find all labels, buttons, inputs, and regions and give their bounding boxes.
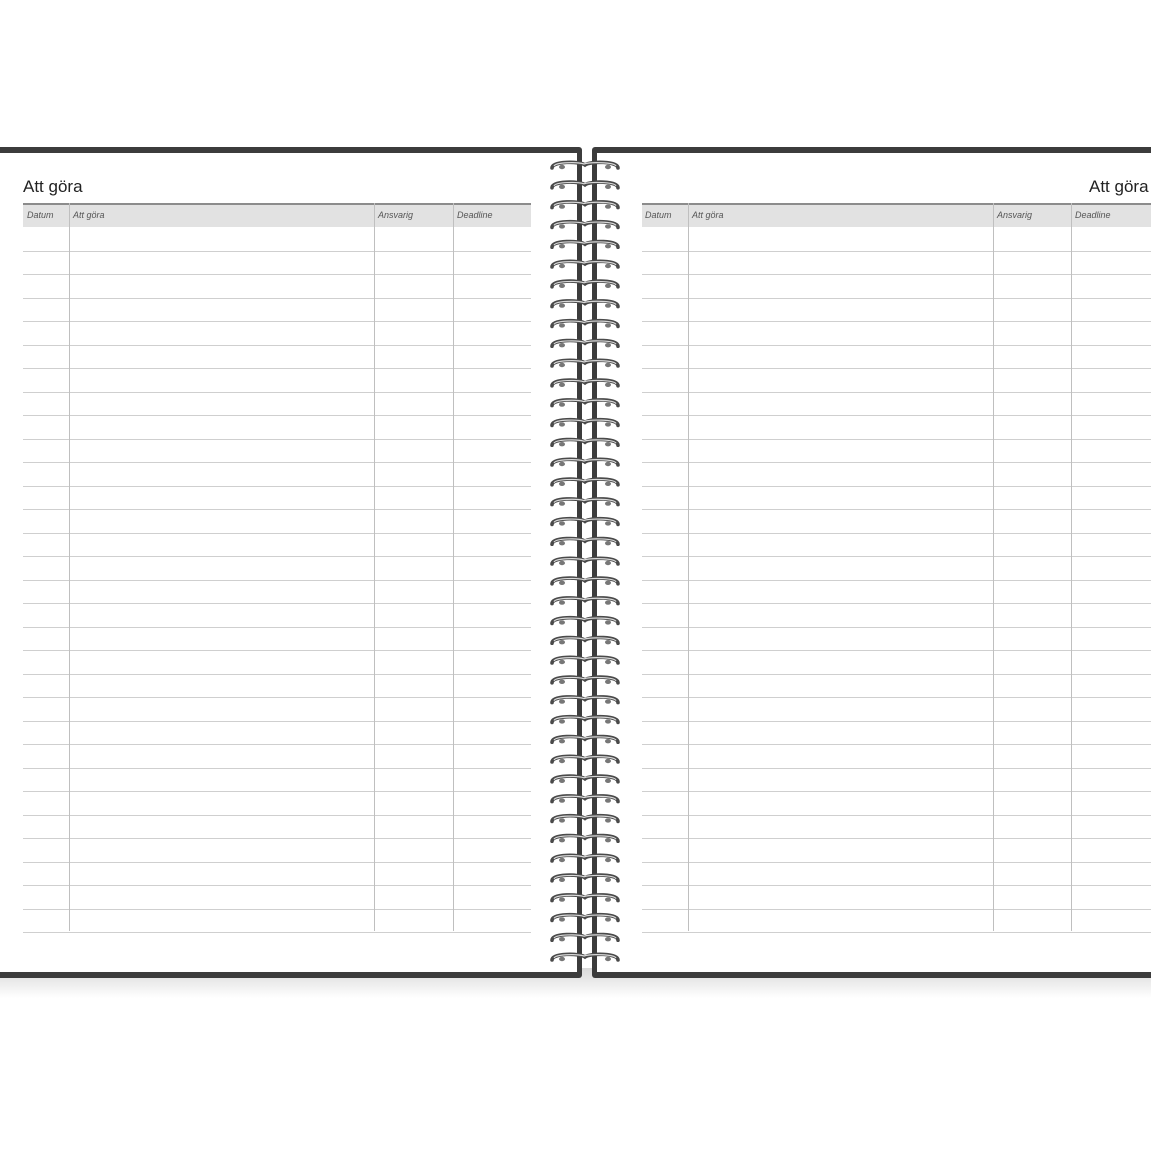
binding-ring <box>552 439 618 446</box>
column-header-datum: Datum <box>645 210 672 220</box>
binding-ring <box>552 222 618 229</box>
left-todo-table <box>23 203 531 931</box>
row-rule <box>642 486 1151 487</box>
binding-ring <box>552 677 618 684</box>
row-rule <box>23 838 531 839</box>
row-rule <box>23 392 531 393</box>
row-rule <box>642 838 1151 839</box>
row-rule <box>642 439 1151 440</box>
column-header-ansvarig: Ansvarig <box>997 210 1033 220</box>
column-header-att-gora: Att göra <box>692 210 724 220</box>
binding-ring <box>552 895 618 902</box>
row-rule <box>642 791 1151 792</box>
binding-ring <box>552 776 618 783</box>
row-rule <box>642 533 1151 534</box>
row-rule <box>642 251 1151 252</box>
row-rule <box>642 674 1151 675</box>
row-rule <box>642 274 1151 275</box>
binding-ring <box>552 657 618 664</box>
column-header-ansvarig: Ansvarig <box>378 210 414 220</box>
binding-ring <box>552 519 618 526</box>
column-divider <box>688 203 689 931</box>
binding-ring <box>552 479 618 486</box>
row-rule <box>23 768 531 769</box>
binding-ring <box>552 380 618 387</box>
row-rule <box>23 744 531 745</box>
binding-ring <box>552 499 618 506</box>
row-rule <box>23 415 531 416</box>
row-rule <box>642 368 1151 369</box>
row-rule <box>23 509 531 510</box>
binding-ring <box>552 340 618 347</box>
binding-ring <box>552 202 618 209</box>
row-rule <box>642 298 1151 299</box>
table-body <box>642 227 1151 931</box>
row-rule <box>23 486 531 487</box>
row-rule <box>642 392 1151 393</box>
row-rule <box>642 650 1151 651</box>
row-rule <box>23 815 531 816</box>
row-rule <box>642 627 1151 628</box>
binding-ring <box>552 618 618 625</box>
row-rule <box>642 909 1151 910</box>
row-rule <box>23 627 531 628</box>
row-rule <box>23 345 531 346</box>
binding-ring <box>552 400 618 407</box>
table-header <box>23 203 531 227</box>
row-rule <box>23 274 531 275</box>
binding-ring <box>552 717 618 724</box>
row-rule <box>23 580 531 581</box>
binding-ring <box>552 796 618 803</box>
column-divider <box>453 203 454 931</box>
binding-ring <box>552 875 618 882</box>
binding-ring <box>552 598 618 605</box>
row-rule <box>642 345 1151 346</box>
column-divider <box>993 203 994 931</box>
binding-ring <box>552 915 618 922</box>
column-header-deadline: Deadline <box>457 210 493 220</box>
left-page-title: Att göra <box>23 177 83 196</box>
column-divider <box>1071 203 1072 931</box>
binding-ring <box>552 855 618 862</box>
binding-ring <box>552 835 618 842</box>
spiral-binding <box>546 155 624 975</box>
row-rule <box>23 462 531 463</box>
row-rule <box>642 815 1151 816</box>
table-body <box>23 227 531 931</box>
row-rule <box>642 603 1151 604</box>
row-rule <box>23 251 531 252</box>
row-rule <box>23 674 531 675</box>
binding-ring <box>552 360 618 367</box>
binding-ring <box>552 816 618 823</box>
row-rule <box>23 885 531 886</box>
binding-ring <box>552 697 618 704</box>
binding-ring <box>552 736 618 743</box>
binding-ring <box>552 261 618 268</box>
row-rule <box>642 932 1151 933</box>
row-rule <box>642 509 1151 510</box>
row-rule <box>642 862 1151 863</box>
row-rule <box>23 909 531 910</box>
row-rule <box>23 603 531 604</box>
binding-ring <box>552 182 618 189</box>
right-todo-table <box>642 203 1151 931</box>
column-header-att-gora: Att göra <box>73 210 105 220</box>
binding-ring <box>552 756 618 763</box>
row-rule <box>23 650 531 651</box>
row-rule <box>23 368 531 369</box>
row-rule <box>642 556 1151 557</box>
binding-ring <box>552 281 618 288</box>
binding-ring <box>552 420 618 427</box>
binding-ring <box>552 637 618 644</box>
row-rule <box>642 580 1151 581</box>
column-divider <box>374 203 375 931</box>
row-rule <box>642 415 1151 416</box>
row-rule <box>642 721 1151 722</box>
row-rule <box>642 697 1151 698</box>
row-rule <box>642 744 1151 745</box>
column-header-datum: Datum <box>27 210 54 220</box>
row-rule <box>642 885 1151 886</box>
row-rule <box>642 462 1151 463</box>
row-rule <box>23 862 531 863</box>
row-rule <box>23 697 531 698</box>
column-header-deadline: Deadline <box>1075 210 1111 220</box>
table-header <box>642 203 1151 227</box>
row-rule <box>23 321 531 322</box>
binding-ring <box>552 301 618 308</box>
binding-ring <box>552 578 618 585</box>
row-rule <box>23 932 531 933</box>
right-page-title: Att göra <box>1089 177 1149 196</box>
row-rule <box>642 321 1151 322</box>
binding-ring <box>552 538 618 545</box>
binding-ring <box>552 934 618 941</box>
row-rule <box>23 721 531 722</box>
binding-ring <box>552 321 618 328</box>
column-divider <box>69 203 70 931</box>
row-rule <box>23 556 531 557</box>
binding-ring <box>552 459 618 466</box>
binding-ring <box>552 558 618 565</box>
row-rule <box>23 439 531 440</box>
row-rule <box>23 791 531 792</box>
binding-ring <box>552 954 618 961</box>
binding-ring <box>552 241 618 248</box>
row-rule <box>642 768 1151 769</box>
row-rule <box>23 533 531 534</box>
binding-ring <box>552 162 618 169</box>
row-rule <box>23 298 531 299</box>
